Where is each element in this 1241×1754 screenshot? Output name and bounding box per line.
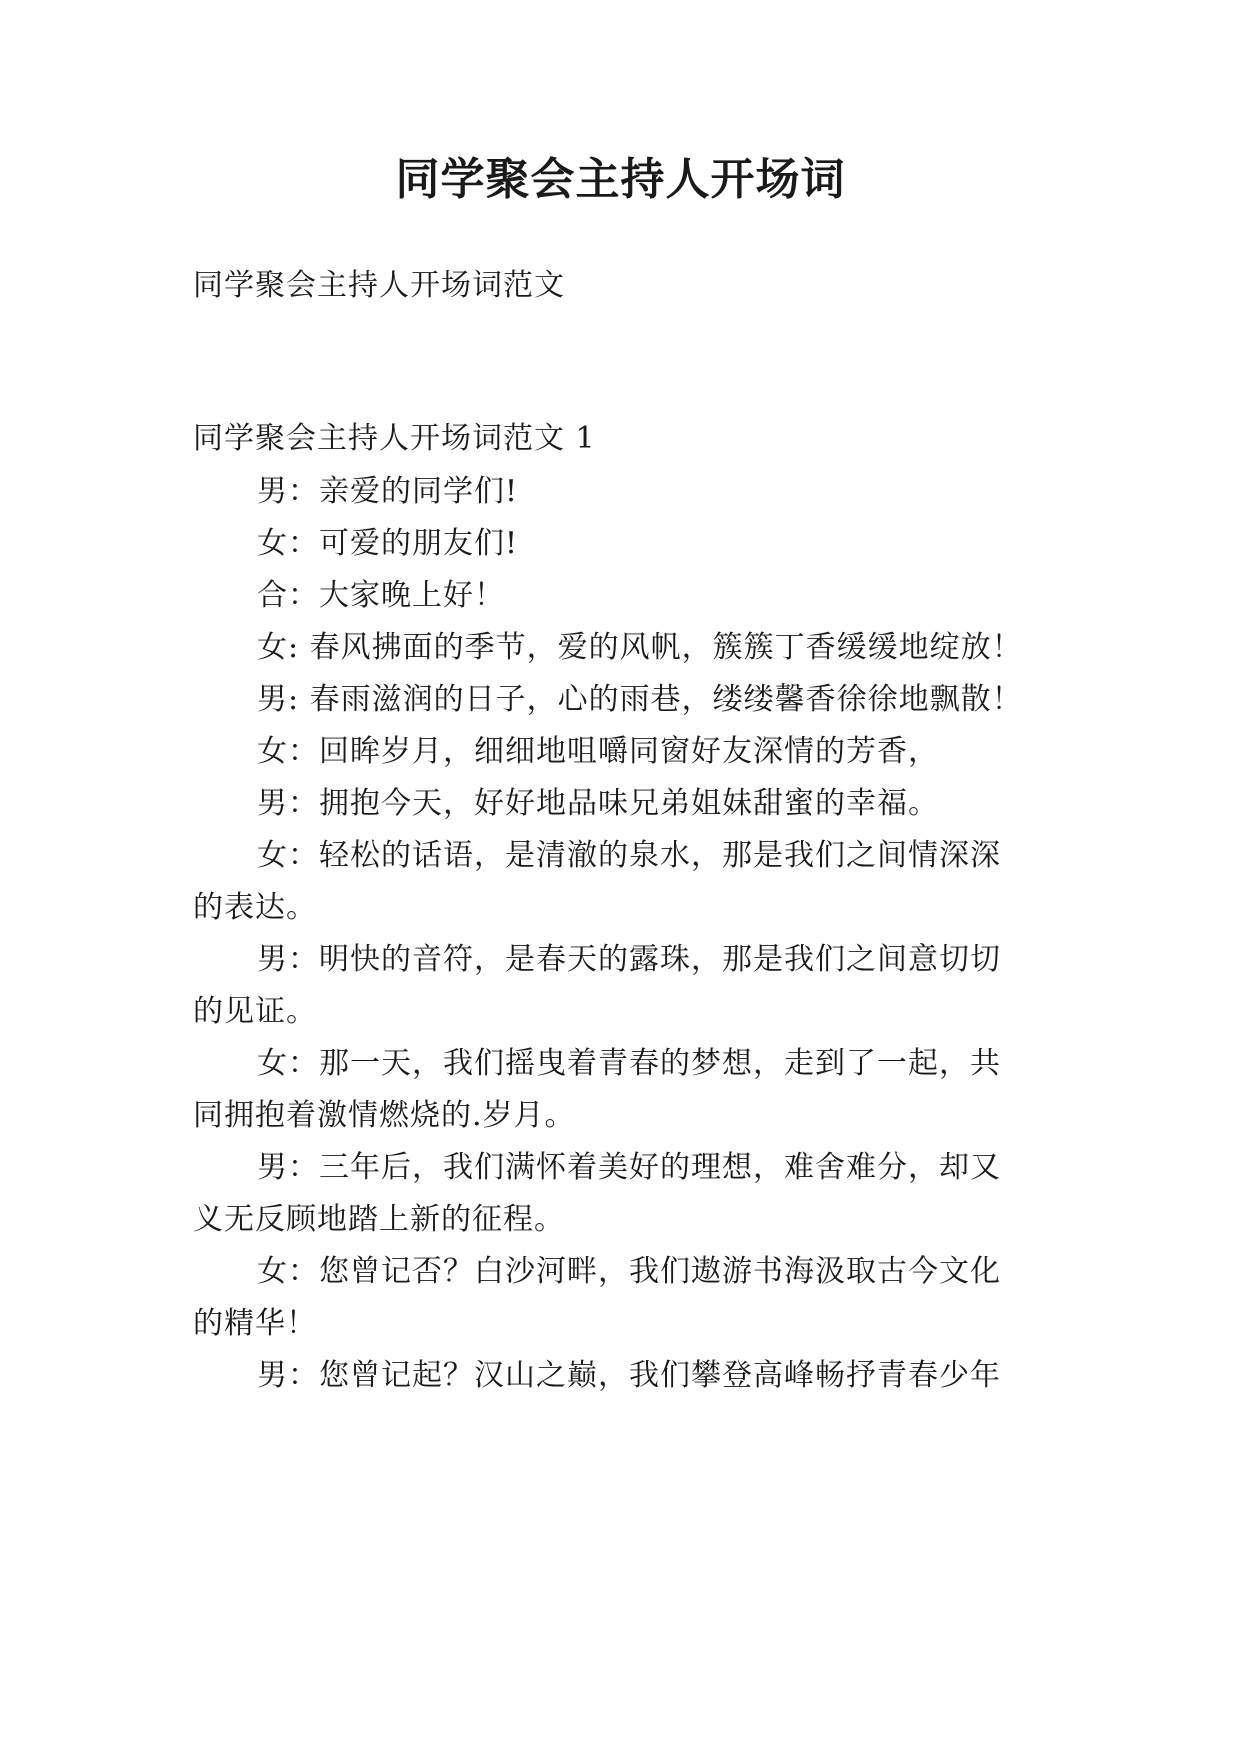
section-heading: 同学聚会主持人开场词范文 1 [193, 421, 596, 456]
dialogue-line: 合：大家晚上好！ [257, 578, 505, 613]
document-title: 同学聚会主持人开场词 [395, 154, 846, 205]
dialogue-line-continued: 的精华！ [193, 1306, 317, 1341]
dialogue-line: 女: 春风拂面的季节，爱的风帆，簇簇丁香缓缓地绽放！ [257, 630, 1023, 665]
document-subtitle: 同学聚会主持人开场词范文 [193, 268, 565, 303]
dialogue-line: 男：拥抱今天，好好地品味兄弟姐妹甜蜜的幸福。 [257, 786, 939, 821]
dialogue-line: 女：可爱的朋友们! [257, 526, 519, 561]
dialogue-line-continued: 的见证。 [193, 994, 317, 1029]
dialogue-line: 女：那一天，我们摇曳着青春的梦想，走到了一起，共 [257, 1046, 1001, 1081]
dialogue-line: 男: 春雨滋润的日子，心的雨巷，缕缕馨香徐徐地飘散！ [257, 682, 1023, 717]
dialogue-line: 男：明快的音符，是春天的露珠，那是我们之间意切切 [257, 942, 1001, 977]
dialogue-line-continued: 同拥抱着激情燃烧的.岁月。 [193, 1098, 576, 1133]
dialogue-line: 男：亲爱的同学们! [257, 474, 519, 509]
dialogue-line-continued: 义无反顾地踏上新的征程。 [193, 1202, 565, 1237]
dialogue-line: 女：您曾记否？白沙河畔，我们遨游书海汲取古今文化 [257, 1254, 1001, 1289]
dialogue-line-continued: 的表达。 [193, 890, 317, 925]
dialogue-line: 男：您曾记起？汉山之巅，我们攀登高峰畅抒青春少年 [257, 1358, 1001, 1393]
dialogue-line: 女：轻松的话语，是清澈的泉水，那是我们之间情深深 [257, 838, 1001, 873]
dialogue-line: 女：回眸岁月，细细地咀嚼同窗好友深情的芳香， [257, 734, 939, 769]
dialogue-line: 男：三年后，我们满怀着美好的理想，难舍难分，却又 [257, 1150, 1001, 1185]
